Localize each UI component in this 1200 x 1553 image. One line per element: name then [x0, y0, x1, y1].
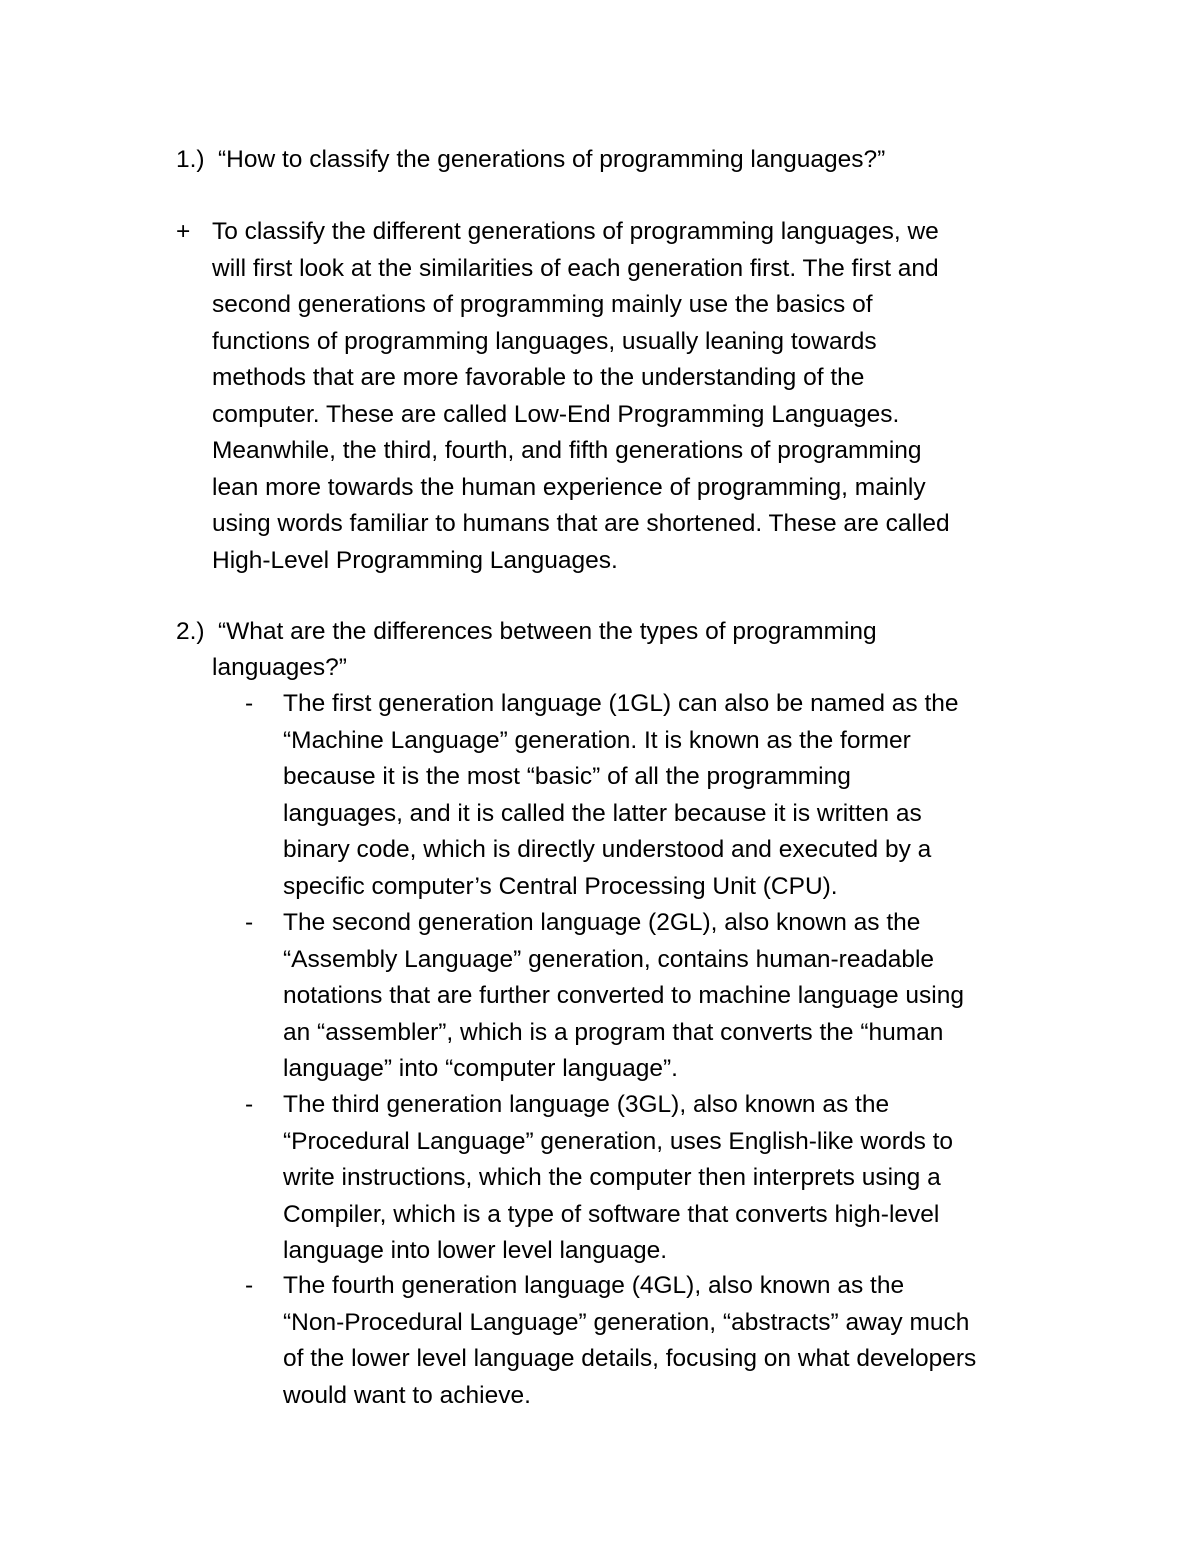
answer-line: will first look at the similarities of each generation first. The first and	[212, 254, 939, 282]
question-2-title-line: “What are the differences between the types of programming	[218, 618, 877, 645]
bullet-line: “Procedural Language” generation, uses English-like words to	[283, 1127, 954, 1155]
bullet-line: “Assembly Language” generation, contains human-readable	[283, 945, 935, 973]
bullet-1gl-text	[283, 686, 959, 905]
answer-line: High-Level Programming Languages.	[212, 546, 618, 574]
answer-line: functions of programming languages, usually leaning towards	[212, 327, 877, 355]
bullet-line: The second generation language (2GL), also known as the	[283, 909, 921, 936]
answer-line: lean more towards the human experience of programming, mainly	[212, 473, 926, 501]
dash-marker: -	[245, 909, 254, 936]
question-1-title: “How to classify the generations of programming languages?”	[218, 146, 886, 173]
bullet-line: language into lower level language.	[283, 1237, 668, 1264]
bullet-line: specific computer’s Central Processing Unit (CPU).	[283, 872, 838, 900]
bullet-line: of the lower level language details, focusing on what developers	[283, 1345, 977, 1372]
answer-line: To classify the different generations of programming languages, we	[212, 218, 939, 245]
dash-marker: -	[245, 690, 254, 717]
bullet-line: would want to achieve.	[283, 1381, 531, 1409]
bullet-4gl-text	[283, 1268, 976, 1414]
question-1-number: 1.)	[176, 146, 205, 173]
answer-line: Meanwhile, the third, fourth, and fifth generations of programming	[212, 437, 922, 464]
bullet-line: Compiler, which is a type of software that converts high-level	[283, 1200, 940, 1228]
plus-marker: +	[176, 218, 191, 245]
bullet-line: languages, and it is called the latter because it is written as	[283, 799, 922, 827]
bullet-3gl-text	[283, 1087, 953, 1270]
bullet-line: an “assembler”, which is a program that converts the “human	[283, 1018, 944, 1046]
answer-line: methods that are more favorable to the understanding of the	[212, 364, 865, 391]
answer-line: second generations of programming mainly use the basics of	[212, 291, 873, 318]
bullet-line: because it is the most “basic” of all the programming	[283, 763, 851, 790]
bullet-line: write instructions, which the computer then interprets using a	[283, 1164, 941, 1191]
dash-marker: -	[245, 1091, 254, 1118]
bullet-line: The fourth generation language (4GL), also known as the	[283, 1272, 905, 1299]
bullet-line: The third generation language (3GL), also known as the	[283, 1091, 890, 1118]
bullet-line: “Non-Procedural Language” generation, “abstracts” away much	[283, 1308, 970, 1336]
bullet-2gl-text	[283, 905, 964, 1088]
bullet-line: language” into “computer language”.	[283, 1055, 678, 1082]
bullet-line: binary code, which is directly understood and executed by a	[283, 836, 932, 863]
answer-1-text	[212, 214, 950, 579]
question-2-title-line: languages?”	[212, 654, 347, 681]
bullet-line: notations that are further converted to machine language using	[283, 982, 964, 1009]
answer-line: computer. These are called Low-End Programming Languages.	[212, 400, 900, 428]
answer-line: using words familiar to humans that are shortened. These are called	[212, 510, 950, 537]
question-2-number: 2.)	[176, 618, 205, 645]
bullet-line: The first generation language (1GL) can also be named as the	[283, 690, 959, 717]
bullet-line: “Machine Language” generation. It is known as the former	[283, 726, 911, 754]
dash-marker: -	[245, 1272, 254, 1299]
